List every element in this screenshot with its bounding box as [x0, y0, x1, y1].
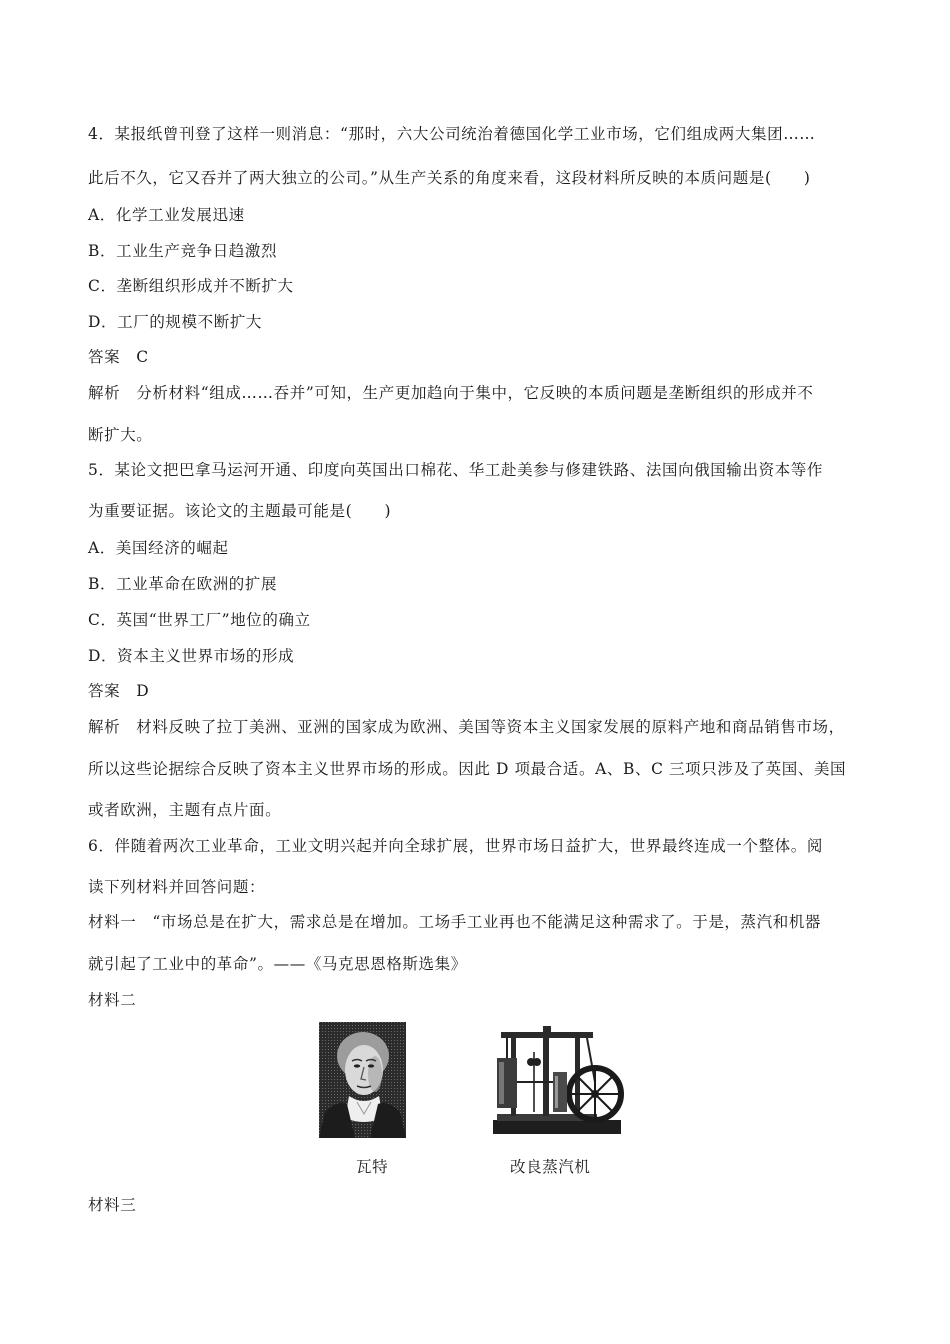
q5-option-b: B．工业革命在欧洲的扩展: [88, 575, 278, 593]
q4-stem-line-1: 4．某报纸曾刊登了这样一则消息：“那时，六大公司统治着德国化学工业市场，它们组成两大集团……: [88, 125, 816, 143]
q6-material3-label: 材料三: [88, 1196, 137, 1214]
q5-stem-line-1: 5．某论文把巴拿马运河开通、印度向英国出口棉花、华工赴美参与修建铁路、法国向俄国输出资本等作: [88, 461, 823, 479]
q4-option-b: B．工业生产竞争日趋激烈: [88, 242, 278, 260]
q4-answer: 答案 C: [88, 348, 149, 366]
q6-stem-line-2: 读下列材料并回答问题：: [88, 878, 266, 896]
q4-option-c: C．垄断组织形成并不断扩大: [88, 277, 294, 295]
q5-option-a: A．美国经济的崛起: [88, 539, 229, 557]
q5-option-c: C．英国“世界工厂”地位的确立: [88, 611, 311, 629]
q5-answer: 答案 D: [88, 682, 150, 700]
q4-analysis-line-2: 断扩大。: [88, 426, 153, 444]
q6-stem-line-1: 6．伴随着两次工业革命，工业文明兴起并向全球扩展，世界市场日益扩大，世界最终连成一个整体。阅: [88, 837, 823, 855]
q6-material2-label: 材料二: [88, 991, 137, 1009]
steam-engine-caption: 改良蒸汽机: [510, 1158, 591, 1176]
q4-stem-line-2: 此后不久，它又吞并了两大独立的公司。”从生产关系的角度来看，这段材料所反映的本质问题是( ): [88, 169, 811, 187]
q4-option-a: A．化学工业发展迅速: [88, 206, 245, 224]
q4-option-d: D．工厂的规模不断扩大: [88, 313, 263, 331]
q6-material1-line-1: 材料一 “市场总是在扩大，需求总是在增加。工场手工业再也不能满足这种需求了。于是，蒸汽和机器: [88, 913, 822, 931]
q5-analysis-line-2: 所以这些论据综合反映了资本主义世界市场的形成。因此 D 项最合适。A、B、C 三项只涉及了英国、美国: [88, 760, 847, 778]
q5-option-d: D．资本主义世界市场的形成: [88, 647, 295, 665]
q6-material1-line-2: 就引起了工业中的革命”。——《马克思恩格斯选集》: [88, 955, 467, 973]
q5-stem-line-2: 为重要证据。该论文的主题最可能是( ): [88, 502, 392, 520]
watt-portrait-image: [319, 1022, 406, 1138]
q5-analysis-line-1: 解析 材料反映了拉丁美洲、亚洲的国家成为欧洲、美国等资本主义国家发展的原料产地和商品销售市场，: [88, 718, 845, 736]
q5-analysis-line-3: 或者欧洲，主题有点片面。: [88, 801, 282, 819]
steam-engine-image: [487, 1022, 627, 1138]
watt-caption: 瓦特: [356, 1158, 389, 1176]
q4-analysis-line-1: 解析 分析材料“组成……吞并”可知，生产更加趋向于集中，它反映的本质问题是垄断组织的形成并不: [88, 384, 814, 402]
